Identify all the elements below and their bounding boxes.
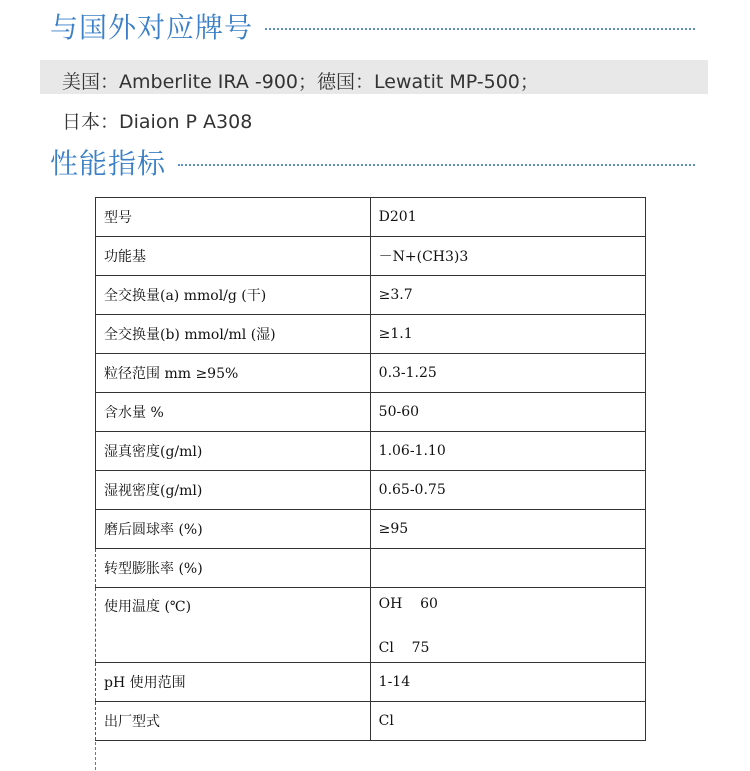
row-key: 全交换量(a) mmol/g (干) — [96, 276, 371, 315]
row-key: 全交换量(b) mmol/ml (湿) — [96, 315, 371, 354]
row-key: 型号 — [96, 198, 371, 237]
equivalent-grades-line-2: 日本：Diaion P A308 — [62, 111, 253, 133]
table-row — [96, 663, 646, 702]
row-value — [370, 588, 645, 663]
row-value: 1-14 — [370, 663, 645, 702]
row-key: 磨后圆球率 (%) — [96, 510, 371, 549]
table-row — [96, 393, 646, 432]
row-value: 1.06-1.10 — [370, 432, 645, 471]
dotted-divider — [265, 28, 695, 30]
row-value — [370, 549, 645, 588]
section-title-text: 与国外对应牌号 — [50, 11, 254, 44]
row-value: ≥95 — [370, 510, 645, 549]
row-key: 含水量 % — [96, 393, 371, 432]
table-row — [96, 432, 646, 471]
row-key: 粒径范围 mm ≥95% — [96, 354, 371, 393]
table-row — [96, 549, 646, 588]
row-key: 湿视密度(g/ml) — [96, 471, 371, 510]
row-key: 功能基 — [96, 237, 371, 276]
section-title-foreign-grades — [50, 6, 695, 46]
table-row — [96, 702, 646, 741]
row-key: pH 使用范围 — [96, 663, 371, 702]
section-title-spec — [50, 142, 695, 182]
row-value: ≥1.1 — [370, 315, 645, 354]
table-row — [96, 276, 646, 315]
equivalent-grades-line-1: 美国：Amberlite IRA -900；德国：Lewatit MP-500； — [62, 71, 539, 93]
row-key: 湿真密度(g/ml) — [96, 432, 371, 471]
row-value: ≥3.7 — [370, 276, 645, 315]
table-row — [96, 588, 646, 663]
section-title-text: 性能指标 — [50, 147, 167, 180]
row-key: 转型膨胀率 (%) — [96, 549, 371, 588]
table-row — [96, 510, 646, 549]
row-value: Cl — [370, 702, 645, 741]
table-row — [96, 315, 646, 354]
row-value: D201 — [370, 198, 645, 237]
row-value: －N+(CH3)3 — [370, 237, 645, 276]
row-value: 0.65-0.75 — [370, 471, 645, 510]
row-key: 使用温度 (℃) — [96, 588, 371, 663]
dotted-divider — [178, 164, 695, 166]
dashed-edge — [95, 742, 96, 770]
table-row — [96, 237, 646, 276]
row-value: 0.3-1.25 — [370, 354, 645, 393]
row-value-line-2: Cl 75 — [378, 640, 430, 656]
spec-table — [95, 197, 646, 741]
row-value-line-1: OH 60 — [378, 596, 438, 612]
table-row — [96, 471, 646, 510]
table-row — [96, 198, 646, 237]
table-row — [96, 354, 646, 393]
row-value: 50-60 — [370, 393, 645, 432]
row-key: 出厂型式 — [96, 702, 371, 741]
